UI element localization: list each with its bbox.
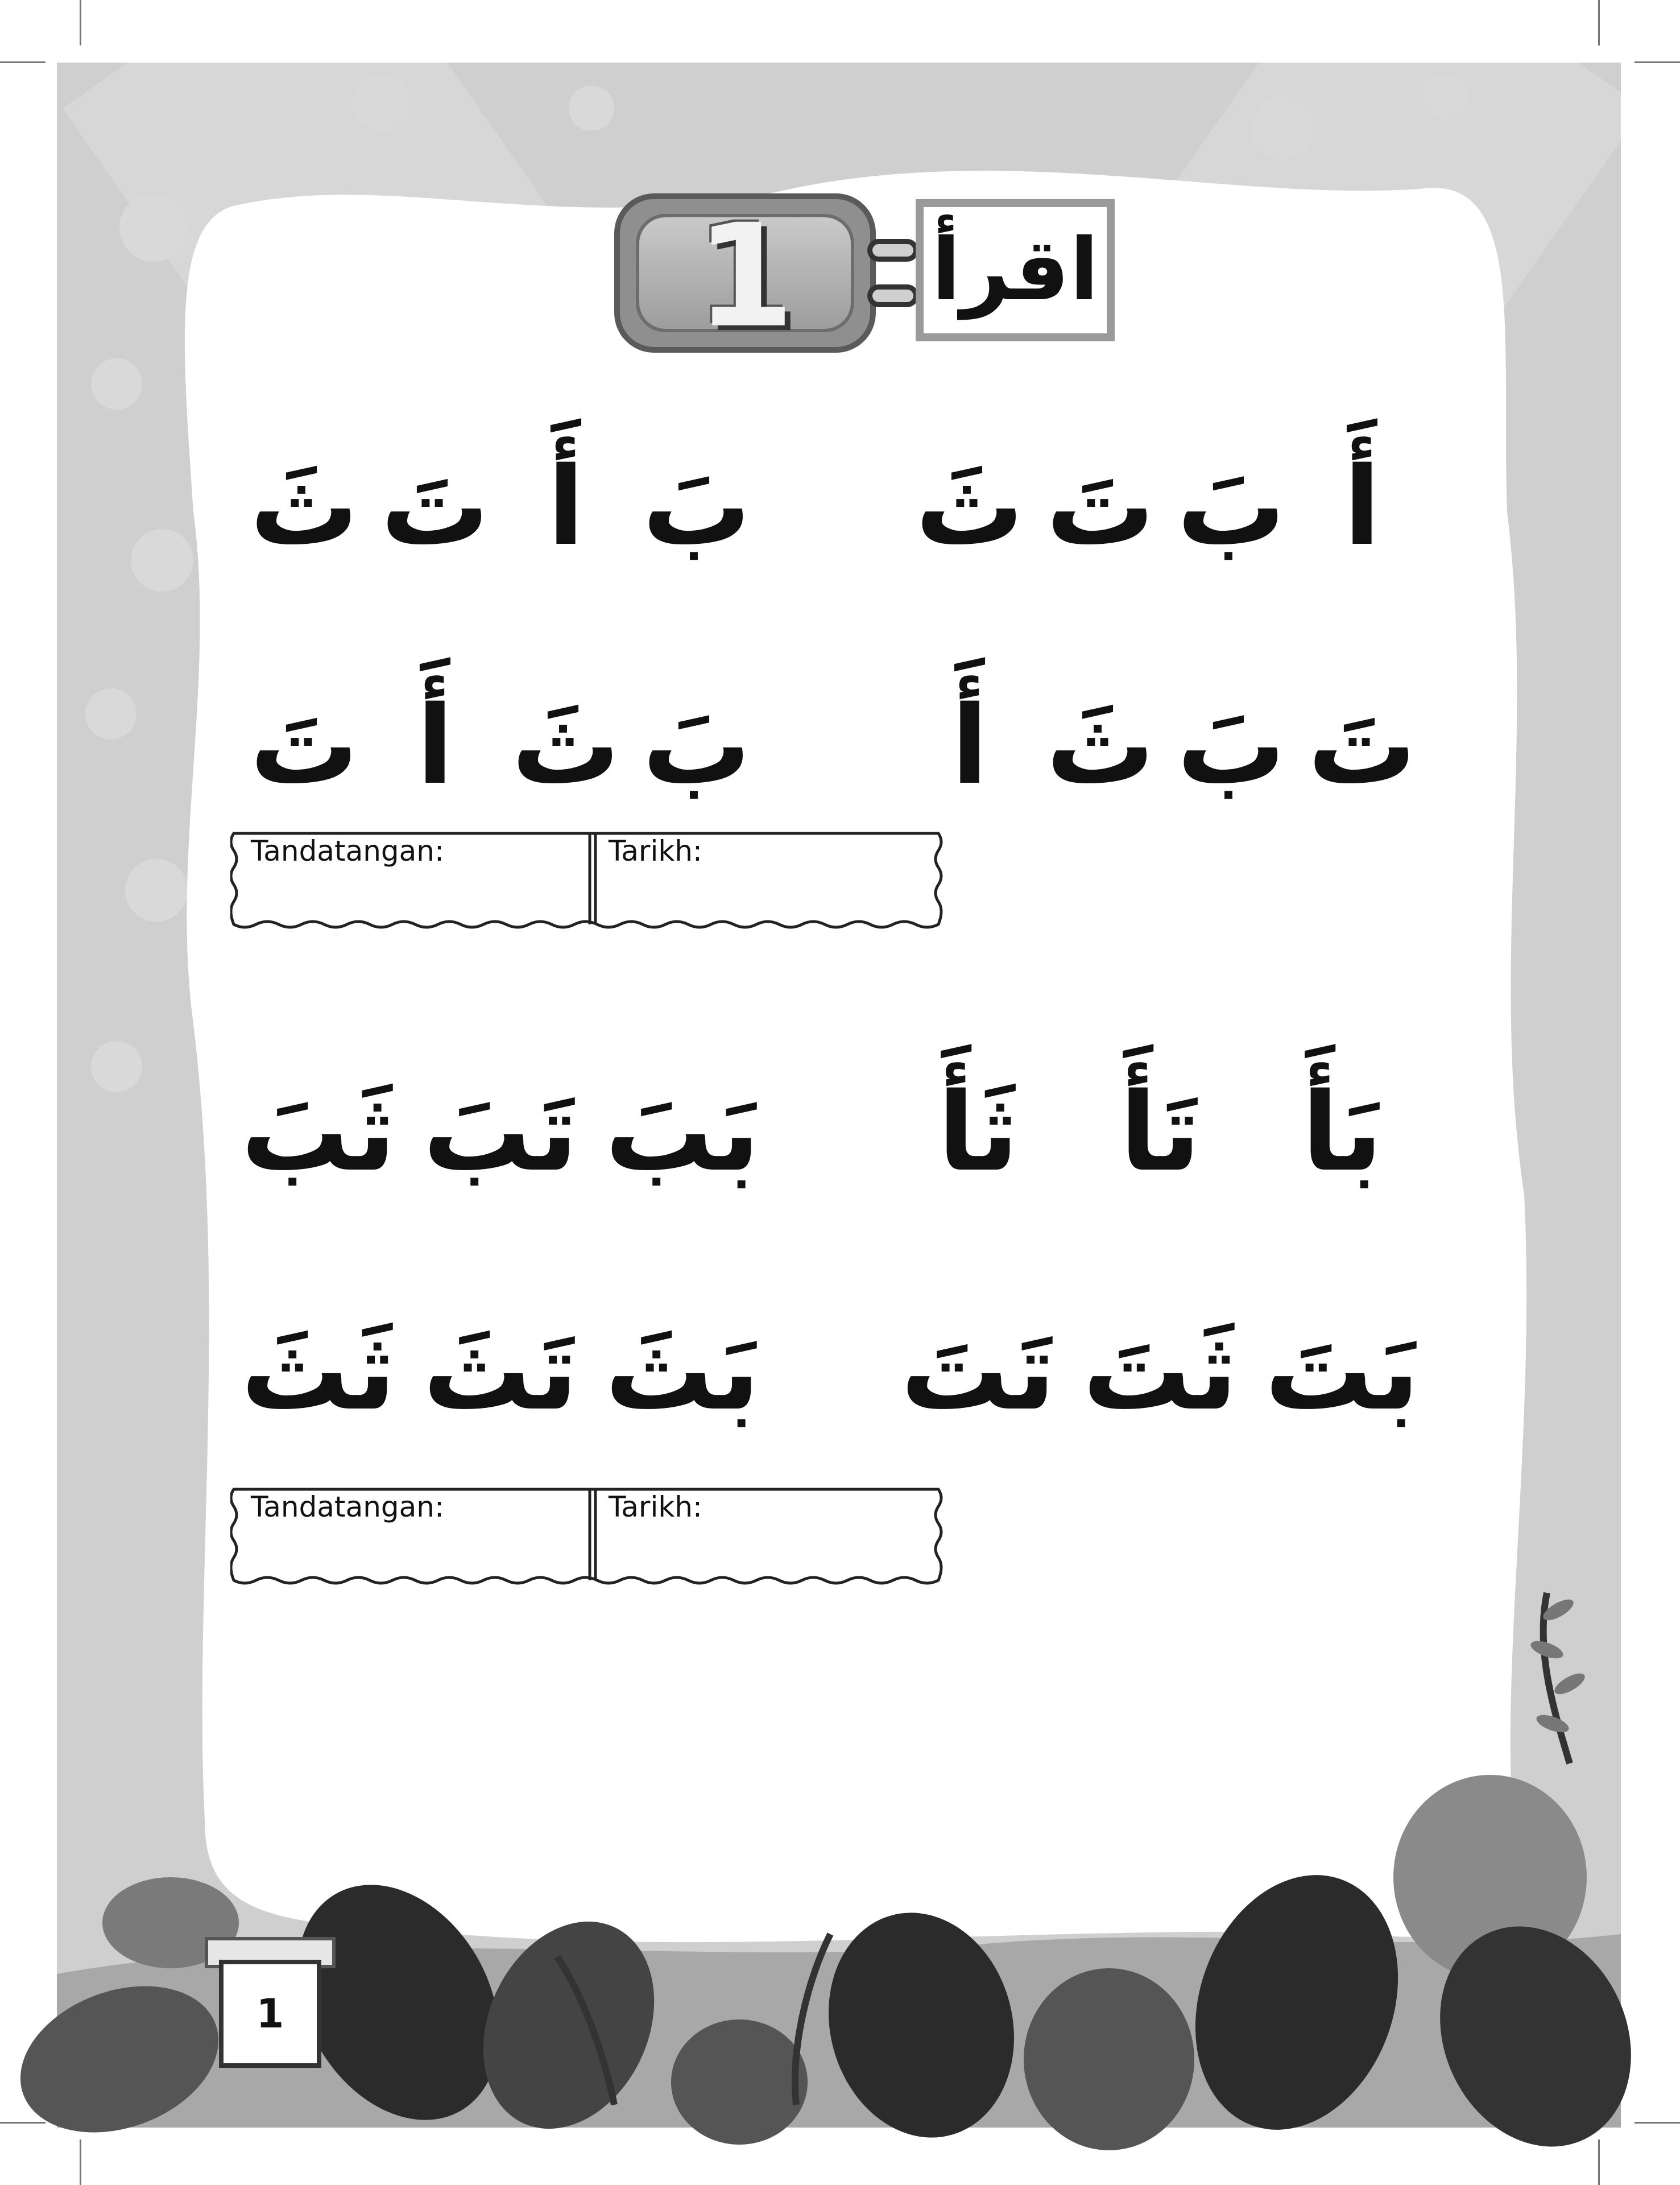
letter: أَ <box>547 444 585 569</box>
letter: بَ <box>1177 683 1286 808</box>
page-number: 1 <box>256 1990 284 2037</box>
syllable: ثَبَ <box>241 1069 396 1195</box>
lesson-header <box>614 193 1099 359</box>
date-label: Tarikh: <box>609 835 702 868</box>
letters-row <box>904 444 1427 569</box>
letter: أَ <box>951 683 988 808</box>
letters-row <box>904 683 1427 808</box>
syllables-row <box>887 1069 1433 1195</box>
read-label: اقرأ <box>931 221 1099 320</box>
letter: أَ <box>416 683 454 808</box>
syllable: بَثَ <box>605 1308 760 1434</box>
syllable: تَثَ <box>423 1308 578 1434</box>
letter: تَ <box>380 444 490 569</box>
letter: ثَ <box>250 444 359 569</box>
lesson-number: 1 <box>696 193 795 359</box>
syllables-row <box>887 1308 1433 1434</box>
syllable: بَأَ <box>1301 1069 1383 1195</box>
ring-icon <box>867 284 918 307</box>
syllables-row <box>227 1308 773 1434</box>
syllable: ثَأَ <box>937 1069 1019 1195</box>
syllable: تَتَ <box>900 1308 1056 1434</box>
letter: بَ <box>1177 444 1286 569</box>
signature-box <box>230 828 944 930</box>
ring-icon <box>867 239 918 262</box>
syllable: تَأَ <box>1119 1069 1201 1195</box>
letter: تَ <box>1307 683 1417 808</box>
syllable: ثَتَ <box>1082 1308 1238 1434</box>
syllable: تَبَ <box>423 1069 578 1195</box>
lesson-number-plate <box>614 193 876 359</box>
syllables-row <box>227 1069 773 1195</box>
letter: تَ <box>250 683 359 808</box>
letter: تَ <box>1046 444 1155 569</box>
signature-label: Tandatangan: <box>251 1490 444 1523</box>
date-label: Tarikh: <box>609 1490 702 1523</box>
page-number-box <box>219 1960 321 2068</box>
read-label-card <box>916 199 1115 341</box>
signature-label: Tandatangan: <box>251 835 444 868</box>
syllable: بَبَ <box>605 1069 760 1195</box>
signature-box <box>230 1484 944 1586</box>
letters-row <box>239 444 762 569</box>
letter: بَ <box>642 683 751 808</box>
letter: ثَ <box>511 683 620 808</box>
letter: بَ <box>642 444 751 569</box>
syllable: بَتَ <box>1264 1308 1420 1434</box>
letter: أَ <box>1343 444 1381 569</box>
syllable: ثَثَ <box>241 1308 396 1434</box>
letter: ثَ <box>915 444 1024 569</box>
letter: ثَ <box>1046 683 1155 808</box>
letters-row <box>239 683 762 808</box>
